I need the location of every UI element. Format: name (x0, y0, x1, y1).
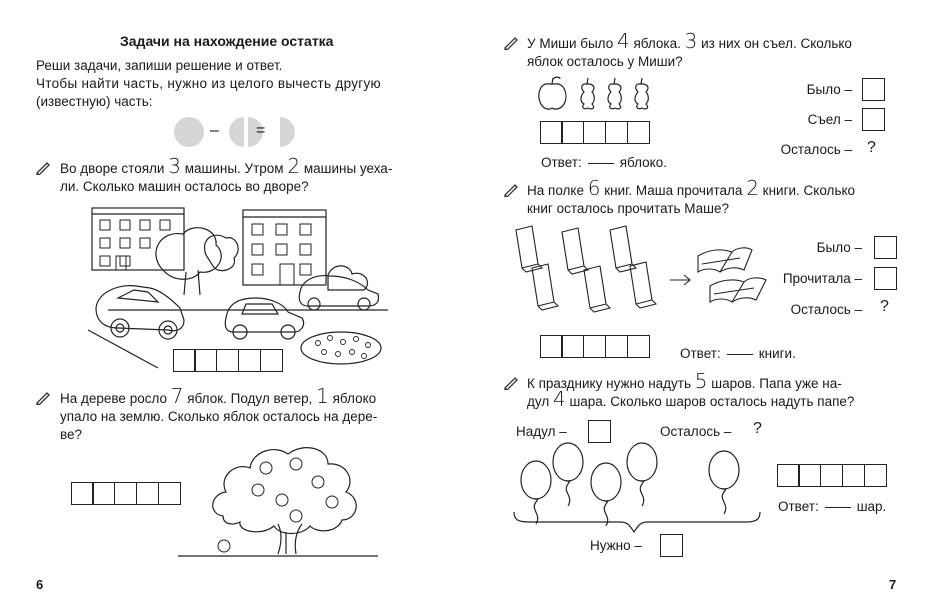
task-3-was-label: Было – (806, 82, 852, 97)
whole-minus-part-formula (170, 116, 300, 151)
task-4-read-box[interactable] (874, 267, 897, 290)
books-illustration (508, 224, 773, 324)
answer-grid-task-5[interactable] (778, 464, 887, 487)
task-1-line-2: ли. Сколько машин осталось во дворе? (60, 179, 309, 194)
answer-grid-task-2[interactable] (72, 482, 181, 505)
task-5-answer: Ответ: шар. (778, 499, 887, 514)
task-4-line-1: На полке 6 книг. Маша прочитала 2 книги. Сколько (527, 176, 856, 200)
task-3-answer: Ответ: яблоко. (541, 155, 667, 170)
task-5-line-2: дул 4 шара. Сколько шаров осталось надуть папе? (527, 387, 855, 411)
task-3-line-1: У Миши было 4 яблока. 3 из них он съел. Сколько (527, 29, 852, 53)
task-3-ate-label: Съел – (807, 112, 852, 127)
intro-line-3: (известную) часть: (36, 94, 153, 109)
intro-line-1: Реши задачи, запиши решение и ответ. (36, 58, 283, 73)
task-4-read-label: Прочитала – (782, 271, 862, 286)
task-4-left-label: Осталось – (790, 302, 862, 317)
task-4-answer: Ответ: книги. (680, 346, 796, 361)
task-3-line-2: яблок осталось у Миши? (527, 54, 683, 69)
task-3-left-label: Осталось – (780, 142, 852, 157)
task-3-ate-box[interactable] (862, 108, 885, 131)
task-5-need-box[interactable] (660, 534, 683, 557)
task-5-left-label: Осталось – (660, 424, 732, 439)
task-5-need-label: Нужно – (590, 538, 642, 553)
task-4-was-box[interactable] (874, 236, 897, 259)
task-1-line-1: Во дворе стояли 3 машины. Утром 2 машины уеха- (60, 154, 393, 178)
task-5-blown-label: Надул – (516, 424, 567, 439)
task-4-question: ? (880, 298, 889, 315)
task-3-was-box[interactable] (862, 78, 885, 101)
task-5-question: ? (753, 420, 762, 437)
task-2-line-3: ве? (60, 427, 83, 442)
pencil-icon (35, 391, 51, 405)
page-number-right: 7 (889, 577, 897, 592)
answer-grid-task-3[interactable] (541, 121, 650, 144)
page-number-left: 6 (36, 577, 44, 592)
task-3-question: ? (867, 139, 876, 156)
task-5-line-1: К празднику нужно надуть 5 шаров. Папа уже на- (527, 369, 842, 393)
balloons-illustration (510, 440, 770, 535)
formula-equals: = (256, 122, 266, 139)
intro-line-2: Чтобы найти часть, нужно из целого вычесть другую (36, 76, 381, 91)
pencil-icon (35, 161, 51, 175)
yard-illustration (88, 200, 388, 370)
pencil-icon (503, 183, 519, 197)
task-4-line-2: книг осталось прочитать Маше? (527, 201, 730, 216)
answer-grid-task-4[interactable] (541, 335, 650, 358)
task-4-was-label: Было – (816, 240, 862, 255)
task-2-line-1: На дереве росло 7 яблок. Подул ветер, 1 яблоко (60, 384, 377, 408)
answer-grid-task-1[interactable] (174, 349, 283, 372)
pencil-icon (503, 376, 519, 390)
apple-tree-illustration (178, 436, 378, 561)
formula-minus: – (210, 122, 219, 139)
task-2-line-2: упало на землю. Сколько яблок осталось на дере- (60, 409, 378, 424)
apples-illustration (536, 76, 670, 112)
pencil-icon (503, 36, 519, 50)
page-title: Задачи на нахождение остатка (120, 33, 334, 49)
